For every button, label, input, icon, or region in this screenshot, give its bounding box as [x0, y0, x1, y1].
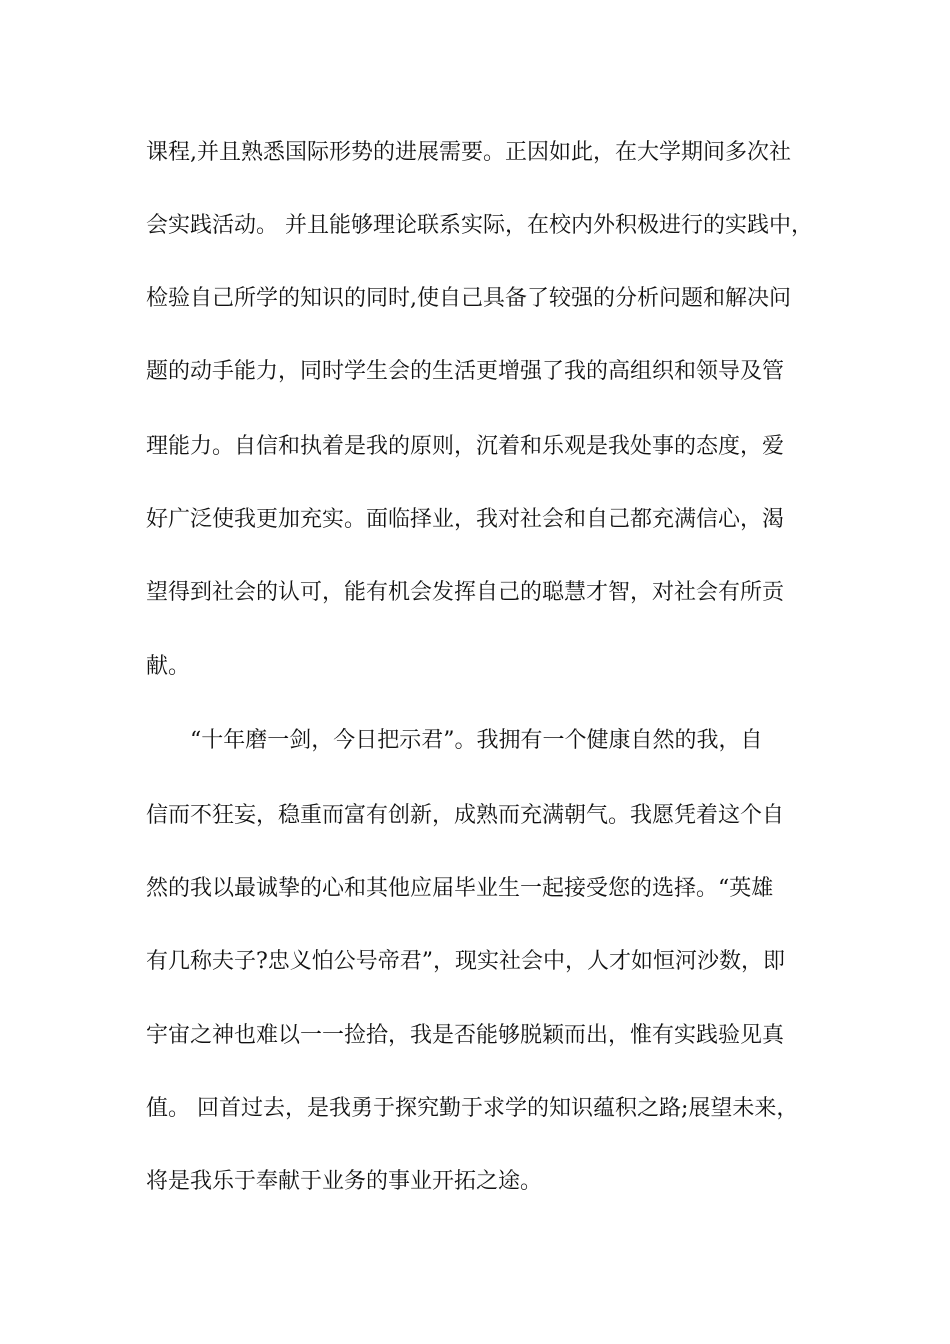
text-line: 好广泛使我更加充实。面临择业，我对社会和自己都充满信心，渴	[146, 507, 785, 532]
text-line: 值。 回首过去，是我勇于探究勤于求学的知识蕴积之路;展望未来，	[146, 1096, 799, 1121]
text-line: 课程,并且熟悉国际形势的进展需要。正因如此，在大学期间多次社	[146, 140, 791, 165]
text-line: 望得到社会的认可，能有机会发挥自己的聪慧才智，对社会有所贡	[146, 580, 785, 605]
text-line: 宇宙之神也难以一一捡拾，我是否能够脱颖而出，惟有实践验见真	[146, 1023, 785, 1048]
paragraph-first-line: “十年磨一剑，今日把示君”。我拥有一个健康自然的我，自	[190, 728, 763, 753]
text-line: 题的动手能力，同时学生会的生活更增强了我的高组织和领导及管	[146, 359, 785, 384]
text-line: 献。	[146, 654, 191, 679]
text-line: 会实践活动。 并且能够理论联系实际，在校内外积极进行的实践中，	[146, 213, 813, 238]
text-line: 信而不狂妄，稳重而富有创新，成熟而充满朝气。我愿凭着这个自	[146, 803, 785, 828]
text-line: 检验自己所学的知识的同时,使自己具备了较强的分析问题和解决问	[146, 286, 791, 311]
text-line: 有几称夫子?忠义怕公号帝君”，现实社会中，人才如恒河沙数，即	[146, 949, 786, 974]
text-line: 将是我乐于奉献于业务的事业开拓之途。	[146, 1169, 543, 1194]
text-line: 理能力。自信和执着是我的原则，沉着和乐观是我处事的态度，爱	[146, 434, 785, 459]
text-line: 然的我以最诚挚的心和其他应届毕业生一起接受您的选择。“英雄	[146, 876, 774, 901]
